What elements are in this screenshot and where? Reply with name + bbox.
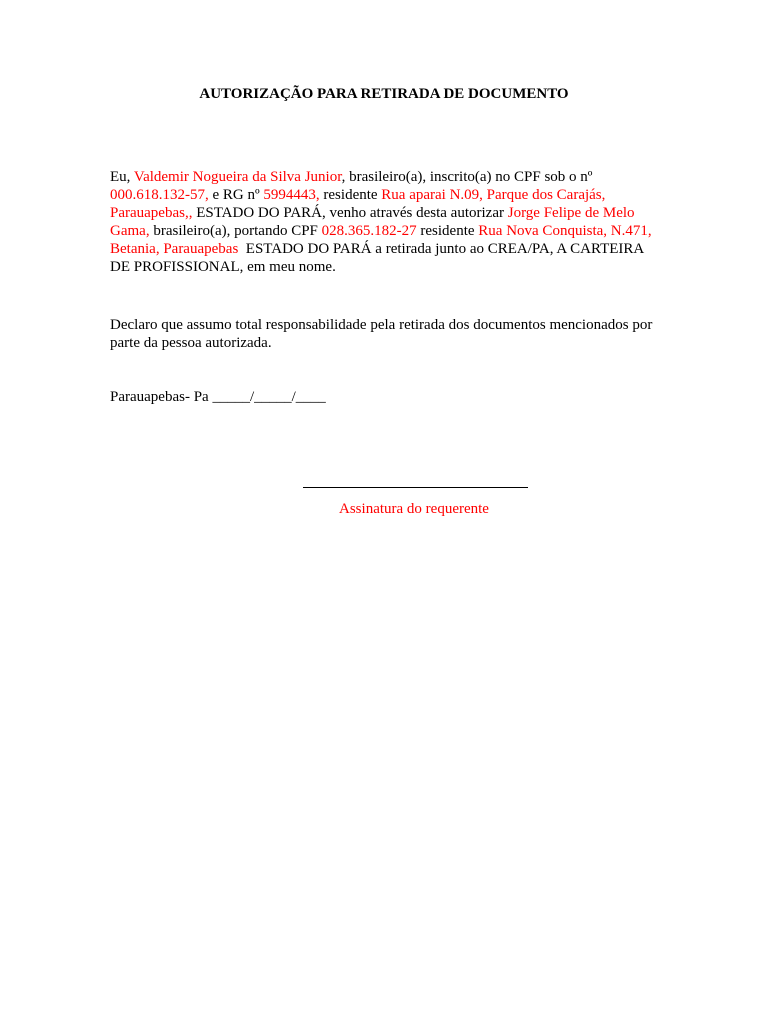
date-line: Parauapebas- Pa _____/_____/____ [110, 389, 326, 405]
authorized-cpf: 028.365.182-27 [321, 223, 417, 239]
document-title: AUTORIZAÇÃO PARA RETIRADA DE DOCUMENTO [199, 86, 569, 102]
text-fragment: e RG nº [208, 187, 264, 203]
text-fragment: , brasileiro(a), inscrito(a) no CPF sob o nº [341, 169, 593, 185]
grantor-rg: 5994443, [263, 187, 320, 203]
text-fragment: brasileiro(a), portando CPF [149, 223, 322, 239]
authorized-name: Jorge Felipe de Melo Gama, [110, 205, 635, 239]
grantor-name: Valdemir Nogueira da Silva Junior [133, 169, 342, 185]
text-fragment: ESTADO DO PARÁ, venho através desta autorizar [192, 205, 508, 221]
declaration-paragraph: Declaro que assumo total responsabilidade pela retirada dos documentos mencionados por parte da pessoa autorizada. [110, 317, 653, 351]
text-fragment: ESTADO DO PARÁ a retirada junto ao CREA/PA, A CARTEIRA DE PROFISSIONAL, em meu nome. [110, 241, 648, 275]
grantor-cpf: 000.618.132-57, [110, 187, 209, 203]
text-fragment: Eu, [110, 169, 134, 185]
grantor-address: Rua aparai N.09, Parque dos Carajás, Parauapebas,, [110, 187, 606, 221]
text-fragment: residente [319, 187, 382, 203]
signature-line [303, 487, 528, 488]
text-fragment: residente [416, 223, 479, 239]
signature-label: Assinatura do requerente [339, 501, 489, 517]
authorized-address: Rua Nova Conquista, N.471, Betania, Parauapebas [110, 223, 652, 257]
authorization-paragraph [110, 168, 658, 276]
